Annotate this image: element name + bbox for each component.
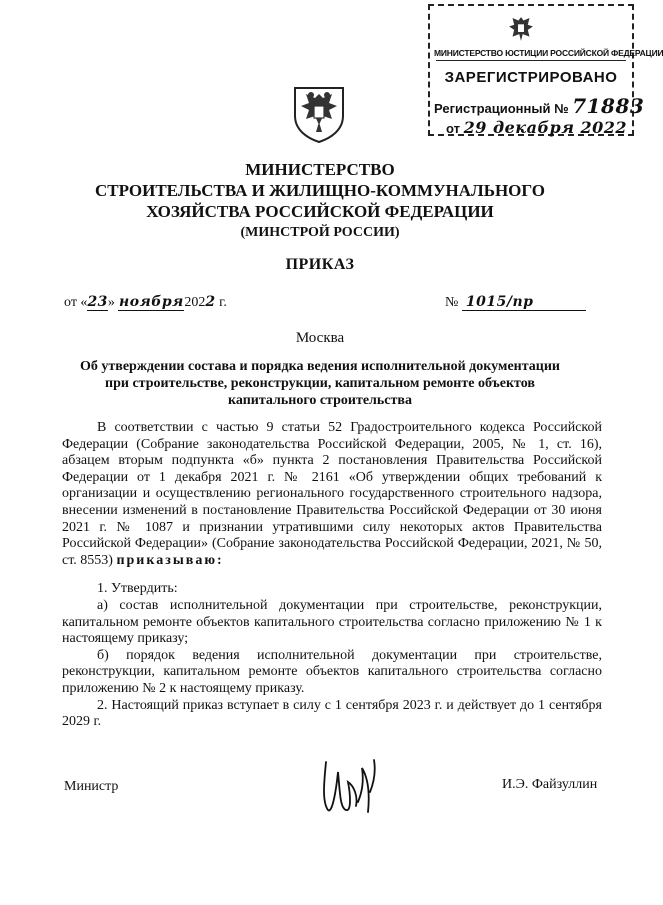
signatory-name: И.Э. Файзуллин (502, 777, 598, 792)
order-number-prefix: № (445, 295, 459, 310)
stamp-divider (436, 60, 626, 61)
document-type: ПРИКАЗ (285, 256, 355, 273)
ministry-title-line: ХОЗЯЙСТВА РОССИЙСКОЙ ФЕДЕРАЦИИ (146, 202, 494, 221)
order-date-prefix: от « (64, 295, 88, 310)
item-2: 2. Настоящий приказ вступает в силу с 1 сентября 2023 г. и действует до 1 сентября 2029 г. (62, 697, 602, 730)
stamp-reg-row (434, 94, 644, 118)
city: Москва (295, 330, 345, 346)
stamp-emblem-icon (504, 12, 538, 46)
order-date-month: ноября (119, 294, 184, 310)
order-date-year-suffix: 2 (205, 294, 216, 310)
order-date-end: г. (219, 295, 227, 310)
order-subject-line: капитального строительства (228, 393, 412, 408)
order-date (64, 294, 227, 311)
state-emblem-icon (289, 82, 349, 144)
order-subject-line: Об утверждении состава и порядка ведения исполнительной документации (80, 359, 560, 374)
ministry-title-line: СТРОИТЕЛЬСТВА И ЖИЛИЩНО-КОММУНАЛЬНОГО (94, 181, 546, 200)
signatory-title: Министр (64, 779, 119, 794)
item-1b: б) порядок ведения исполнительной документации при строительстве, реконструкции, капитальном ремонте объектов капитального строительства согласно приложению № 2 к настоящему приказу. (62, 647, 602, 696)
item-1: 1. Утвердить: (97, 581, 178, 597)
order-number (445, 294, 586, 311)
preamble-command: приказываю: (116, 552, 224, 568)
signature-icon (318, 752, 380, 820)
item-1a: а) состав исполнительной документации при строительстве, реконструкции, капитальном ремонте объектов капитального строительства согласно приложению № 1 к настоящему приказу; (62, 597, 602, 647)
stamp-date-value: 29 декабря 2022 (463, 118, 628, 137)
ministry-title (0, 159, 640, 222)
stamp-ministry: МИНИСТЕРСТВО ЮСТИЦИИ РОССИЙСКОЙ ФЕДЕРАЦИИ (434, 48, 663, 58)
order-date-day: 23 (87, 294, 108, 310)
stamp-date-row (446, 118, 627, 137)
order-subject (0, 358, 640, 409)
order-date-year-prefix: 202 (184, 295, 206, 310)
preamble-paragraph (62, 420, 602, 569)
order-subject-line: при строительстве, реконструкции, капитальном ремонте объектов (105, 376, 535, 391)
order-body (62, 420, 602, 731)
order-number-value: 1015/пр (462, 294, 586, 311)
stamp-reg-label: Регистрационный № (434, 101, 569, 116)
ministry-short-name: (МИНСТРОЙ РОССИИ) (240, 225, 400, 240)
stamp-status: ЗАРЕГИСТРИРОВАНО (444, 69, 618, 86)
stamp-date-prefix: от (446, 121, 460, 136)
registration-stamp (428, 4, 663, 137)
preamble-text: В соответствии с частью 9 статьи 52 Градостроительного кодекса Российской Федерации (Собрание законодательства Российской Федерации, 2005, № 1, ст. 16), абзацем вторым подпункта «б» пункта 2 постановления Правительства Российской Федерации от 1 декабря 2021 г. № 2161 «Об утверждении общих требований к организации и осуществлению регионального государственного строительного надзора, внесении изменений в постановление Правительства Российской Федерации от 30 июня 2021 г. № 1087 и признании утратившими силу некоторых актов Правительства Российской Федерации» (Собрание законодательства Российской Федерации, 2021, № 50, ст. 8553) (62, 420, 602, 568)
order-date-mid: » (107, 295, 115, 310)
ministry-title-line: МИНИСТЕРСТВО (245, 160, 395, 179)
stamp-reg-number: 71883 (572, 94, 645, 118)
